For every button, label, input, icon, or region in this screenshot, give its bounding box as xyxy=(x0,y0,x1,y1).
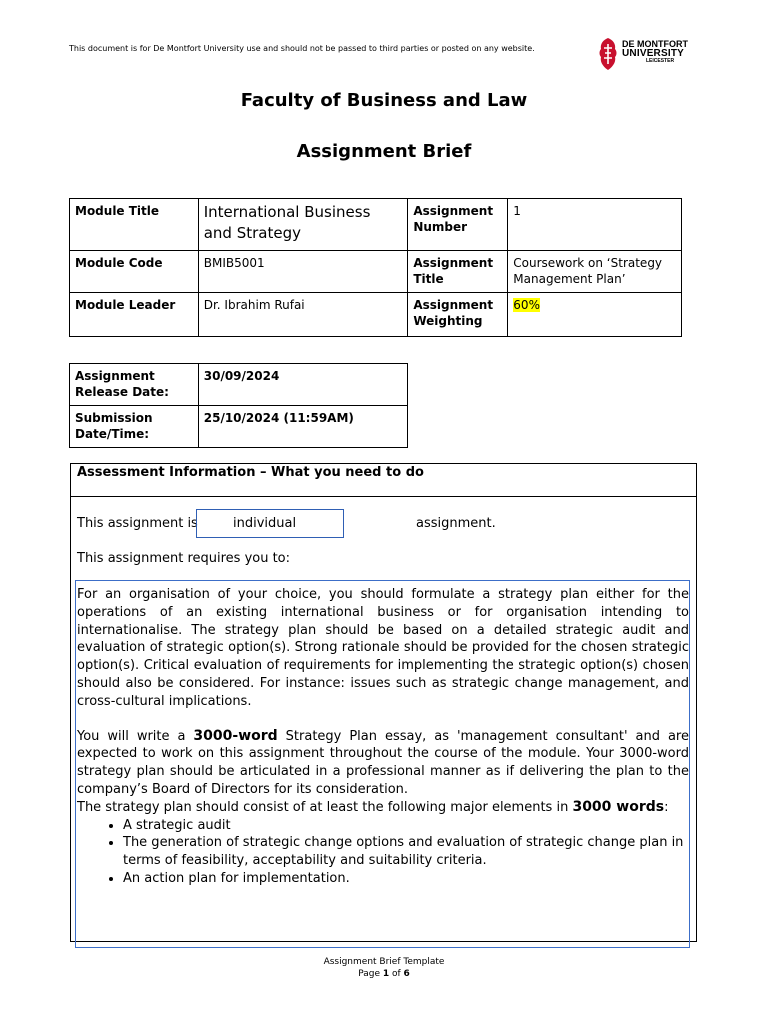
assignment-type-suffix: assignment. xyxy=(416,516,496,531)
module-info-table xyxy=(69,198,682,337)
module-leader-label: Module Leader xyxy=(70,293,199,337)
disclaimer-text: This document is for De Montfort University use and should not be passed to third parties or posted on any website. xyxy=(69,44,535,53)
page-total: 6 xyxy=(403,969,410,979)
release-date-value: 30/09/2024 xyxy=(198,364,407,406)
logo-line-3: LEICESTER xyxy=(646,58,675,64)
logo-wordmark xyxy=(622,40,688,64)
logo-line-1: DE MONTFORT xyxy=(622,39,688,49)
page-mid: of xyxy=(389,969,404,979)
assignment-title-value: Coursework on ‘Strategy Management Plan’ xyxy=(508,251,682,293)
task-paragraph-2 xyxy=(77,728,689,799)
logo-line-2: UNIVERSITY xyxy=(622,48,685,59)
requirements-intro: This assignment requires you to: xyxy=(77,551,291,566)
module-leader-value: Dr. Ibrahim Rufai xyxy=(198,293,408,337)
assignment-weighting-value: 60% xyxy=(513,298,540,312)
assignment-type-prefix: This assignment is xyxy=(77,516,198,531)
footer-template-name: Assignment Brief Template xyxy=(323,957,445,967)
release-date-label: Assignment Release Date: xyxy=(70,364,199,406)
assignment-number-label: Assignment Number xyxy=(408,199,508,251)
assessment-info-heading: Assessment Information – What you need to do xyxy=(77,465,424,480)
submission-date-value: 25/10/2024 (11:59AM) xyxy=(198,406,407,448)
para3-suffix: : xyxy=(664,799,669,815)
para2-prefix: You will write a xyxy=(77,728,194,744)
module-title-label: Module Title xyxy=(70,199,199,251)
assignment-weighting-cell xyxy=(508,293,682,337)
assignment-type-field[interactable] xyxy=(196,509,344,538)
assignment-title-label: Assignment Title xyxy=(408,251,508,293)
task-description xyxy=(77,586,689,888)
assignment-type-value: individual xyxy=(233,516,297,531)
page-current: 1 xyxy=(382,969,390,979)
list-item: • The generation of strategic change options and evaluation of strategic change plan in terms of feasibility, acceptability and suitability criteria. xyxy=(123,834,689,870)
dates-table xyxy=(69,363,408,448)
task-paragraph-3 xyxy=(77,799,689,817)
para3-prefix: The strategy plan should consist of at least the following major elements in xyxy=(77,799,573,815)
list-item: • An action plan for implementation. xyxy=(123,870,689,888)
assignment-number-value: 1 xyxy=(508,199,682,251)
task-paragraph-1: For an organisation of your choice, you should formulate a strategy plan either for the operations of an existing international business or for organisation intending to internationalise. The strategy plan should be based on a detailed strategic audit and evaluation of strategic option(s). Strong rationale should be provided for the chosen strategic option(s). Critical evaluation of requirements for implementing the strategic option(s) chosen should also be considered. For instance: issues such as strategic change management, and cross-cultural implications. xyxy=(77,587,689,709)
module-code-label: Module Code xyxy=(70,251,199,293)
page-prefix: Page xyxy=(358,969,383,979)
module-title-value: International Business and Strategy xyxy=(198,199,408,251)
dmu-logo xyxy=(594,34,690,78)
para2-suffix: Strategy Plan essay, as 'management consultant' and are expected to work on this assignment throughout the course of the module. Your 3000-word strategy plan should be articulated in a professional manner as if delivering the plan to the company’s Board of Directors for its consideration. xyxy=(77,728,689,797)
assessment-info-header xyxy=(70,463,697,497)
faculty-title: Faculty of Business and Law xyxy=(240,90,528,111)
major-elements-list xyxy=(77,817,689,888)
assignment-weighting-label: Assignment Weighting xyxy=(408,293,508,337)
footer-page-number xyxy=(0,969,768,979)
dmu-shield-icon xyxy=(596,36,620,72)
brief-title: Assignment Brief xyxy=(296,141,472,162)
word-count-bold: 3000-word xyxy=(193,727,278,744)
word-count-bold-2: 3000 words xyxy=(572,798,665,815)
submission-date-label: Submission Date/Time: xyxy=(70,406,199,448)
list-item: • A strategic audit xyxy=(123,817,689,835)
module-code-value: BMIB5001 xyxy=(198,251,408,293)
